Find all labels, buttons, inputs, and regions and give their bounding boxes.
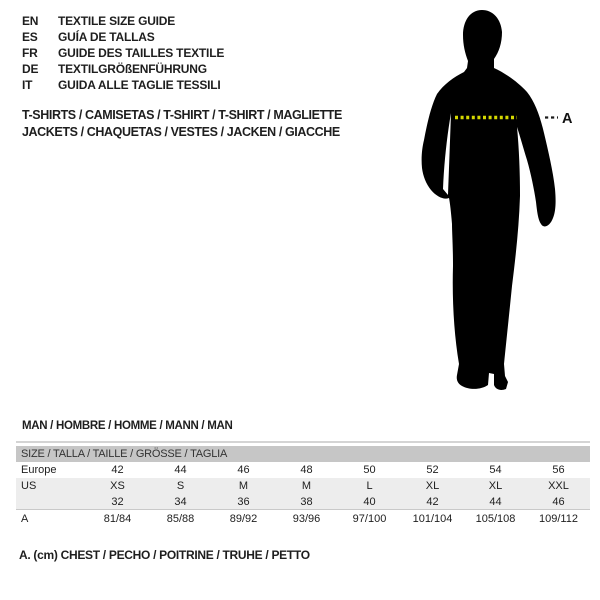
table-row-us: [16, 478, 590, 494]
language-row: [22, 77, 224, 93]
size-table-header: SIZE / TALLA / TAILLE / GRÖSSE / TAGLIA: [16, 446, 590, 462]
section-title: MAN / HOMBRE / HOMME / MANN / MAN: [22, 420, 233, 432]
language-row: [22, 45, 224, 61]
language-code: FR: [22, 46, 38, 60]
language-label: GUIDE DES TAILLES TEXTILE: [58, 46, 225, 60]
size-cell: M: [238, 480, 249, 492]
language-code: IT: [22, 78, 33, 92]
size-cell: 93/96: [292, 513, 321, 525]
size-cell: 44: [489, 495, 502, 508]
man-figure: [400, 0, 600, 400]
size-cell: XL: [425, 480, 440, 492]
size-cell: XL: [488, 480, 503, 492]
language-row: [22, 29, 224, 45]
man-silhouette: [422, 10, 556, 390]
size-cell: 46: [237, 464, 250, 476]
table-row-chest: [16, 510, 590, 528]
measure-label-a: A: [562, 111, 573, 127]
size-cell: 36: [237, 495, 250, 508]
language-code: EN: [22, 14, 39, 28]
size-cell: 44: [174, 464, 187, 476]
size-cell: 48: [300, 464, 313, 476]
size-cell: 40: [363, 495, 376, 508]
size-cell: 32: [111, 495, 124, 508]
row-label: US: [21, 480, 37, 492]
size-cell: 38: [300, 495, 313, 508]
size-cell: 42: [426, 495, 439, 508]
size-cell: 34: [174, 495, 187, 508]
size-cell: L: [366, 480, 373, 492]
size-table: [16, 446, 590, 528]
language-row: [22, 13, 224, 29]
size-cell: 50: [363, 464, 376, 476]
row-label: A: [21, 513, 29, 525]
size-cell: XS: [110, 480, 125, 492]
table-row-europe: [16, 462, 590, 478]
size-cell: S: [176, 480, 185, 492]
measurement-note: A. (cm) CHEST / PECHO / POITRINE / TRUHE / PETTO: [19, 548, 310, 562]
size-cell: 97/100: [352, 513, 387, 525]
language-code: ES: [22, 30, 38, 44]
language-list: [22, 13, 224, 93]
size-cell: 89/92: [229, 513, 258, 525]
size-cell: 54: [489, 464, 502, 476]
size-cell: 105/108: [475, 513, 516, 525]
table-top-rule: [16, 441, 590, 443]
language-label: GUIDA ALLE TAGLIE TESSILI: [58, 78, 221, 92]
row-label: Europe: [21, 464, 57, 476]
category-line-jackets: JACKETS / CHAQUETAS / VESTES / JACKEN / GIACCHE: [22, 124, 340, 139]
size-cell: 42: [111, 464, 124, 476]
language-label: GUÍA DE TALLAS: [58, 30, 155, 44]
size-cell: 52: [426, 464, 439, 476]
category-lines: [22, 107, 342, 140]
category-line-tshirts: T-SHIRTS / CAMISETAS / T-SHIRT / T-SHIRT / MAGLIETTE: [22, 108, 342, 122]
size-cell: 85/88: [166, 513, 195, 525]
language-code: DE: [22, 62, 39, 76]
language-label: TEXTILGRÖßENFÜHRUNG: [58, 62, 207, 76]
table-row-numeric: [16, 494, 590, 510]
size-cell: 46: [552, 495, 565, 508]
size-cell: M: [301, 480, 312, 492]
size-cell: 81/84: [103, 513, 132, 525]
size-cell: XXL: [548, 480, 569, 492]
language-label: TEXTILE SIZE GUIDE: [58, 14, 176, 28]
size-cell: 101/104: [412, 513, 453, 525]
language-row: [22, 61, 224, 77]
size-cell: 56: [552, 464, 565, 476]
size-cell: 109/112: [539, 513, 578, 525]
